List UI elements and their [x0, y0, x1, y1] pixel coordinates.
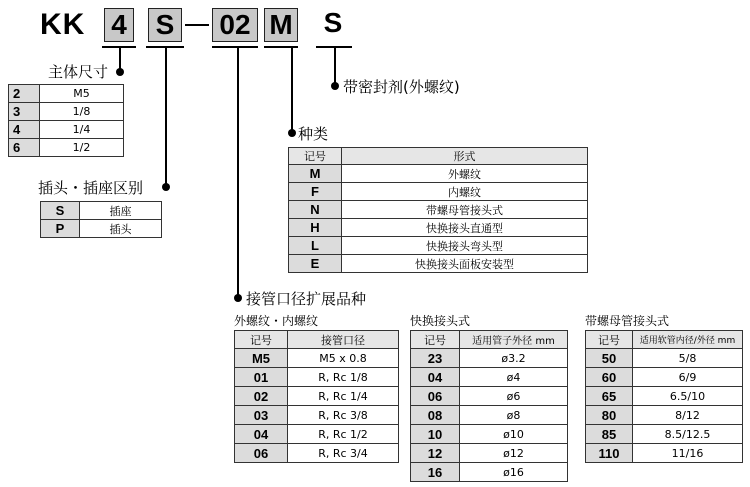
code-prefix: KK [40, 8, 86, 41]
quick-value: ø16 [460, 463, 568, 482]
thread-code: 04 [235, 425, 288, 444]
quick-code: 04 [411, 368, 460, 387]
quick-code: 16 [411, 463, 460, 482]
nut-value: 6/9 [633, 368, 743, 387]
size-code: 3 [9, 103, 40, 121]
thread-dot [234, 294, 242, 302]
size-value: 1/8 [40, 103, 124, 121]
quick-code: 08 [411, 406, 460, 425]
kind-dot [288, 129, 296, 137]
type-leader [165, 46, 167, 186]
thread-value: M5 x 0.8 [288, 349, 399, 368]
size-section-title: 主体尺寸 [48, 63, 109, 81]
code-thread-box: 02 [212, 8, 258, 42]
kind-header-form: 形式 [342, 148, 588, 165]
thread-header-code: 记号 [235, 331, 288, 349]
thread-value: R, Rc 1/4 [288, 387, 399, 406]
nut-code: 65 [586, 387, 633, 406]
kind-code: N [289, 201, 342, 219]
nut-table [585, 330, 743, 463]
thread-value: R, Rc 3/4 [288, 444, 399, 463]
seal-leader-v [334, 46, 336, 86]
quick-value: ø6 [460, 387, 568, 406]
kind-code: M [289, 165, 342, 183]
thread-table-title: 外螺纹・内螺纹 [234, 314, 319, 328]
quick-code: 12 [411, 444, 460, 463]
kind-section-title: 种类 [298, 125, 329, 143]
quick-code: 10 [411, 425, 460, 444]
code-type-box: S [148, 8, 182, 42]
nut-header-code: 记号 [586, 331, 633, 349]
thread-value: R, Rc 1/8 [288, 368, 399, 387]
code-seal: S [323, 7, 343, 38]
kind-code: E [289, 255, 342, 273]
quick-code: 23 [411, 349, 460, 368]
kind-leader-v [291, 46, 293, 134]
seal-section-title: 带密封剂(外螺纹) [343, 78, 460, 96]
size-value: M5 [40, 85, 124, 103]
quick-table-title: 快换接头式 [410, 314, 471, 328]
plug-code: P [41, 220, 80, 238]
plug-value: 插头 [80, 220, 162, 238]
kind-table [288, 147, 588, 273]
kind-header-code: 记号 [289, 148, 342, 165]
nut-table-title: 带螺母管接头式 [585, 314, 670, 328]
size-code: 2 [9, 85, 40, 103]
plug-value: 插座 [80, 202, 162, 220]
nut-code: 80 [586, 406, 633, 425]
nut-value: 5/8 [633, 349, 743, 368]
quick-table [410, 330, 568, 482]
thread-value: R, Rc 1/2 [288, 425, 399, 444]
size-dot [116, 68, 124, 76]
nut-code: 85 [586, 425, 633, 444]
kind-value: 快换接头直通型 [342, 219, 588, 237]
nut-code: 60 [586, 368, 633, 387]
code-size-box: 4 [104, 8, 134, 42]
kind-code: L [289, 237, 342, 255]
nut-value: 11/16 [633, 444, 743, 463]
thread-code: M5 [235, 349, 288, 368]
kind-value: 带螺母管接头式 [342, 201, 588, 219]
thread-underline [212, 46, 258, 48]
nut-header-hose: 适用软管内径/外径 mm [633, 331, 743, 349]
plug-table [40, 201, 162, 238]
nut-value: 6.5/10 [633, 387, 743, 406]
kind-value: 快换接头弯头型 [342, 237, 588, 255]
port-section-title: 接管口径扩展品种 [246, 290, 367, 308]
quick-header-code: 记号 [411, 331, 460, 349]
thread-code: 03 [235, 406, 288, 425]
nut-value: 8/12 [633, 406, 743, 425]
thread-leader-v [237, 46, 239, 298]
thread-header-port: 接管口径 [288, 331, 399, 349]
plug-section-title: 插头・插座区别 [38, 179, 144, 197]
thread-table [234, 330, 399, 463]
kind-value: 内螺纹 [342, 183, 588, 201]
seal-dot [331, 82, 339, 90]
quick-value: ø4 [460, 368, 568, 387]
code-kind-box: M [264, 8, 298, 42]
size-table [8, 84, 124, 157]
quick-value: ø12 [460, 444, 568, 463]
quick-code: 06 [411, 387, 460, 406]
quick-value: ø8 [460, 406, 568, 425]
size-code: 4 [9, 121, 40, 139]
quick-value: ø10 [460, 425, 568, 444]
quick-header-diameter: 适用管子外径 mm [460, 331, 568, 349]
kind-code: F [289, 183, 342, 201]
kind-code: H [289, 219, 342, 237]
thread-value: R, Rc 3/8 [288, 406, 399, 425]
nut-code: 110 [586, 444, 633, 463]
nut-value: 8.5/12.5 [633, 425, 743, 444]
nut-code: 50 [586, 349, 633, 368]
kind-underline [264, 46, 298, 48]
thread-code: 06 [235, 444, 288, 463]
kind-value: 快换接头面板安装型 [342, 255, 588, 273]
quick-value: ø3.2 [460, 349, 568, 368]
size-value: 1/4 [40, 121, 124, 139]
type-dot [162, 183, 170, 191]
thread-code: 01 [235, 368, 288, 387]
kind-value: 外螺纹 [342, 165, 588, 183]
plug-code: S [41, 202, 80, 220]
code-dash [185, 24, 209, 26]
size-code: 6 [9, 139, 40, 157]
thread-code: 02 [235, 387, 288, 406]
size-value: 1/2 [40, 139, 124, 157]
